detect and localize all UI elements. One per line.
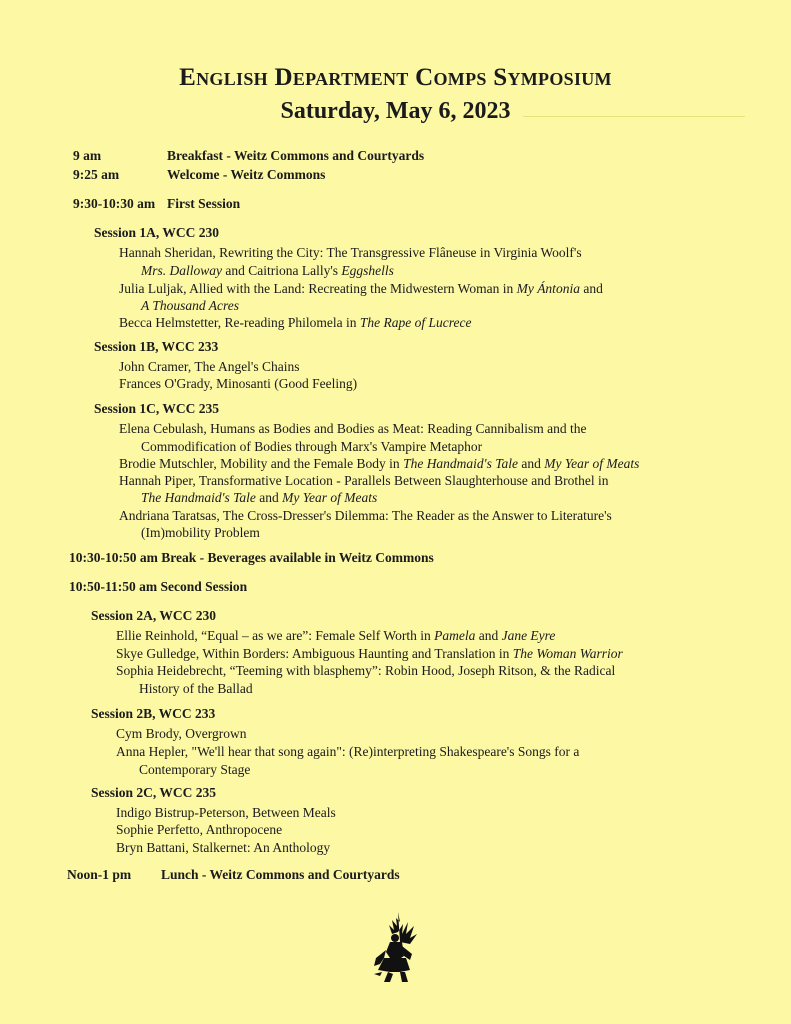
title-jane-eyre: Jane Eyre xyxy=(501,628,556,643)
talk-piper-cont xyxy=(141,490,377,506)
title-rape-of-lucrece: The Rape of Lucrece xyxy=(359,315,472,330)
talk-cramer: John Cramer, The Angel's Chains xyxy=(119,359,300,374)
talk-mutschler-text: Brodie Mutschler, Mobility and the Female Body in xyxy=(119,456,404,471)
title-woman-warrior: The Woman Warrior xyxy=(512,646,623,661)
talk-helmstetter xyxy=(119,315,471,331)
talk-hepler: Anna Hepler, "We'll hear that song again": (Re)interpreting Shakespeare's Songs for a xyxy=(116,744,580,759)
breakfast-item: Breakfast - Weitz Commons and Courtyards xyxy=(167,148,425,163)
session-1a-heading: Session 1A, WCC 230 xyxy=(94,225,220,240)
talk-helmstetter-text: Becca Helmstetter, Re-reading Philomela in xyxy=(119,315,360,330)
title-year-of-meats-2: My Year of Meats xyxy=(282,490,378,505)
talk-mutschler xyxy=(119,456,639,472)
talk-perfetto: Sophie Perfetto, Anthropocene xyxy=(116,822,283,837)
talk-luljak-and: and xyxy=(579,281,603,296)
talk-heidebrecht: Sophia Heidebrecht, “Teeming with blasphemy”: Robin Hood, Joseph Ritson, & the Radical xyxy=(116,663,616,678)
talk-reinhold xyxy=(116,628,555,644)
talk-cebulash-cont: Commodification of Bodies through Marx's Vampire Metaphor xyxy=(141,439,483,454)
talk-cebulash: Elena Cebulash, Humans as Bodies and Bodies as Meat: Reading Cannibalism and the xyxy=(119,421,587,436)
talk-heidebrecht-cont: History of the Ballad xyxy=(139,681,253,696)
session-2a-heading: Session 2A, WCC 230 xyxy=(91,608,217,623)
title-thousand-acres: A Thousand Acres xyxy=(141,298,240,313)
title-rule xyxy=(523,116,745,117)
title-my-antonia: My Ántonia xyxy=(516,281,580,296)
lunch-item: Lunch - Weitz Commons and Courtyards xyxy=(161,867,400,882)
first-session-label: First Session xyxy=(167,196,241,211)
welcome-item: Welcome - Weitz Commons xyxy=(167,167,326,182)
title-eggshells: Eggshells xyxy=(341,263,394,278)
title-mrs-dalloway: Mrs. Dalloway xyxy=(141,263,222,278)
welcome-time: 9:25 am xyxy=(73,167,120,182)
talk-brody: Cym Brody, Overgrown xyxy=(116,726,247,741)
title-handmaids-tale-2: The Handmaid's Tale xyxy=(141,490,256,505)
talk-reinhold-and: and xyxy=(475,628,502,643)
break-item: 10:30-10:50 am Break - Beverages available in Weitz Commons xyxy=(69,550,434,565)
talk-luljak xyxy=(119,281,603,297)
talk-sheridan-text: and Caitriona Lally's xyxy=(222,263,342,278)
talk-sheridan: Hannah Sheridan, Rewriting the City: The Transgressive Flâneuse in Virginia Woolf's xyxy=(119,245,582,260)
title-pamela: Pamela xyxy=(434,628,476,643)
first-session-time: 9:30-10:30 am xyxy=(73,196,156,211)
talk-luljak-text: Julia Luljak, Allied with the Land: Recreating the Midwestern Woman in xyxy=(119,281,517,296)
talk-hepler-cont: Contemporary Stage xyxy=(139,762,251,777)
title-handmaids-tale: The Handmaid's Tale xyxy=(403,456,518,471)
page-date: Saturday, May 6, 2023 xyxy=(280,98,511,124)
talk-ogrady: Frances O'Grady, Minosanti (Good Feeling) xyxy=(119,376,358,391)
breakfast-time: 9 am xyxy=(73,148,102,163)
talk-sheridan-cont xyxy=(141,263,394,279)
session-2c-heading: Session 2C, WCC 235 xyxy=(91,785,217,800)
talk-bistrup-peterson: Indigo Bistrup-Peterson, Between Meals xyxy=(116,805,336,820)
talk-piper: Hannah Piper, Transformative Location - Parallels Between Slaughterhouse and Brothel in xyxy=(119,473,609,488)
talk-mutschler-and: and xyxy=(517,456,545,471)
second-session-label: 10:50-11:50 am Second Session xyxy=(69,579,248,594)
talk-gulledge-text: Skye Gulledge, Within Borders: Ambiguous Haunting and Translation in xyxy=(116,646,513,661)
session-1c-heading: Session 1C, WCC 235 xyxy=(94,401,220,416)
talk-reinhold-text: Ellie Reinhold, “Equal – as we are”: Female Self Worth in xyxy=(116,628,435,643)
lunch-time: Noon-1 pm xyxy=(67,867,132,882)
talk-taratsas: Andriana Taratsas, The Cross-Dresser's Dilemma: The Reader as the Answer to Literature's xyxy=(119,508,612,523)
session-1b-heading: Session 1B, WCC 233 xyxy=(94,339,219,354)
session-2b-heading: Session 2B, WCC 233 xyxy=(91,706,216,721)
talk-battani: Bryn Battani, Stalkernet: An Anthology xyxy=(116,840,331,855)
talk-taratsas-cont: (Im)mobility Problem xyxy=(141,525,260,540)
title-year-of-meats: My Year of Meats xyxy=(544,456,640,471)
dancing-figure-logo-icon xyxy=(370,910,420,986)
talk-gulledge xyxy=(116,646,623,662)
talk-piper-and: and xyxy=(255,490,283,505)
page-title: English Department Comps Symposium xyxy=(179,64,612,91)
